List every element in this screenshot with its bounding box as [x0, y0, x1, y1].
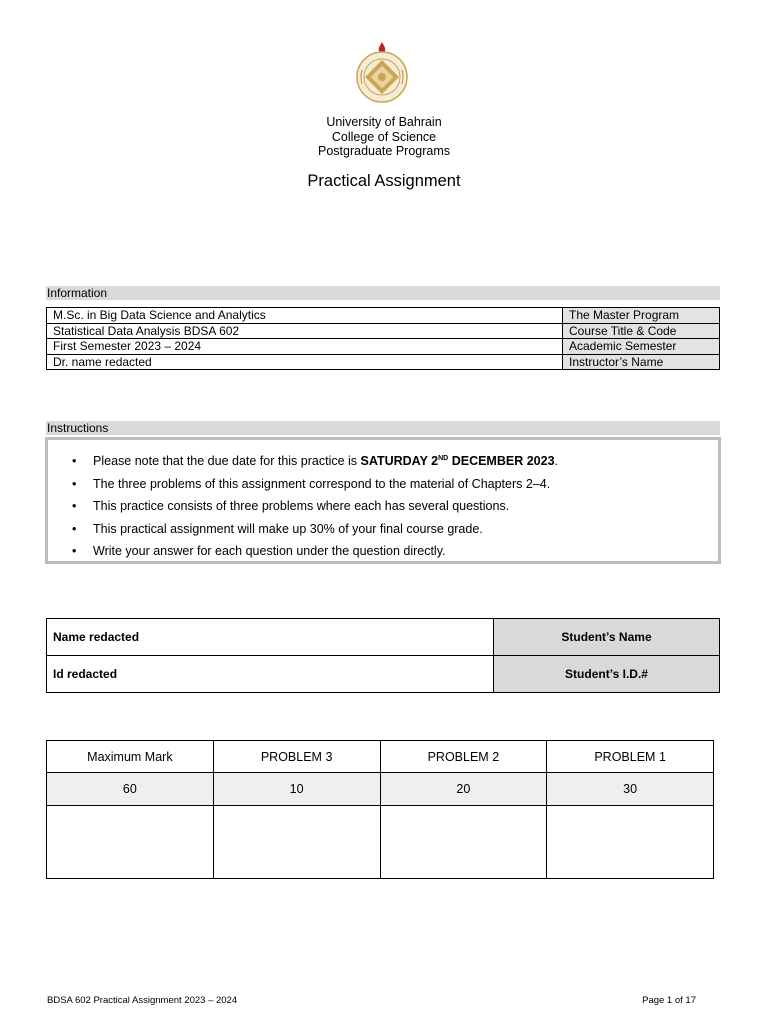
marks-header: PROBLEM 3 — [213, 741, 380, 773]
university-name: University of Bahrain — [326, 115, 442, 129]
score-cell-total[interactable] — [47, 806, 214, 879]
score-cell-problem-3[interactable] — [213, 806, 380, 879]
table-row — [47, 354, 720, 370]
table-row — [47, 339, 720, 355]
due-ordinal: ND — [438, 454, 449, 462]
score-cell-problem-2[interactable] — [380, 806, 547, 879]
marks-table — [46, 740, 714, 879]
due-suffix: . — [554, 454, 559, 468]
student-table — [46, 618, 720, 693]
table-row — [47, 656, 720, 693]
instruction-text: This practice consists of three problems where each has several questions. — [93, 499, 510, 513]
student-name-value[interactable]: Name redacted — [47, 619, 494, 656]
student-id-label: Student’s I.D.# — [494, 656, 720, 693]
program-office: Postgraduate Programs — [317, 144, 450, 158]
footer-page-number: Page 1 of 17 — [642, 995, 696, 1006]
marks-max-value: 20 — [380, 773, 547, 806]
table-row — [47, 741, 714, 773]
bullet-icon: • — [72, 544, 77, 558]
due-month-year: DECEMBER 2023 — [448, 454, 555, 468]
footer-course-label: BDSA 602 Practical Assignment 2023 – 2024 — [47, 995, 238, 1006]
list-item — [48, 518, 718, 541]
info-label: Instructor’s Name — [563, 354, 720, 370]
info-value: Dr. name redacted — [47, 354, 563, 370]
due-day: SATURDAY 2 — [360, 454, 439, 468]
student-name-label: Student’s Name — [494, 619, 720, 656]
list-item — [48, 495, 718, 518]
due-prefix: Please note that the due date for this practice is — [93, 454, 361, 468]
instructions-box — [45, 437, 721, 564]
bullet-icon: • — [72, 454, 77, 468]
bullet-icon: • — [72, 476, 77, 491]
table-row — [47, 323, 720, 339]
table-row — [47, 619, 720, 656]
marks-max-value: 10 — [213, 773, 380, 806]
score-cell-problem-1[interactable] — [547, 806, 714, 879]
marks-header: PROBLEM 2 — [380, 741, 547, 773]
list-item — [48, 540, 718, 563]
info-label: Academic Semester — [563, 339, 720, 355]
info-label: Course Title & Code — [563, 323, 720, 339]
instructions-list — [48, 440, 718, 563]
page-title: Practical Assignment — [307, 172, 461, 190]
marks-header: Maximum Mark — [47, 741, 214, 773]
list-item — [48, 473, 718, 496]
instruction-text: This practical assignment will make up 30% of your final course grade. — [93, 521, 483, 536]
info-label: The Master Program — [563, 308, 720, 324]
table-row — [47, 308, 720, 324]
information-heading: Information — [46, 286, 720, 300]
information-table — [46, 307, 720, 370]
table-row — [47, 806, 714, 879]
instruction-text: The three problems of this assignment correspond to the material of Chapters 2–4. — [93, 476, 551, 491]
due-date — [361, 454, 555, 468]
table-row — [47, 773, 714, 806]
instructions-heading: Instructions — [46, 421, 720, 435]
marks-header: PROBLEM 1 — [547, 741, 714, 773]
list-item — [48, 450, 718, 473]
marks-max-value: 30 — [547, 773, 714, 806]
instruction-text: Write your answer for each question under the question directly. — [93, 544, 446, 558]
bullet-icon: • — [72, 499, 77, 513]
college-name: College of Science — [331, 129, 437, 144]
student-id-value[interactable]: Id redacted — [47, 656, 494, 693]
university-seal-logo — [352, 40, 412, 104]
bullet-icon: • — [72, 521, 77, 536]
marks-max-value: 60 — [47, 773, 214, 806]
info-value: M.Sc. in Big Data Science and Analytics — [47, 308, 563, 324]
info-value: First Semester 2023 – 2024 — [47, 339, 563, 355]
header-institution — [0, 115, 768, 159]
info-value: Statistical Data Analysis BDSA 602 — [47, 323, 563, 339]
